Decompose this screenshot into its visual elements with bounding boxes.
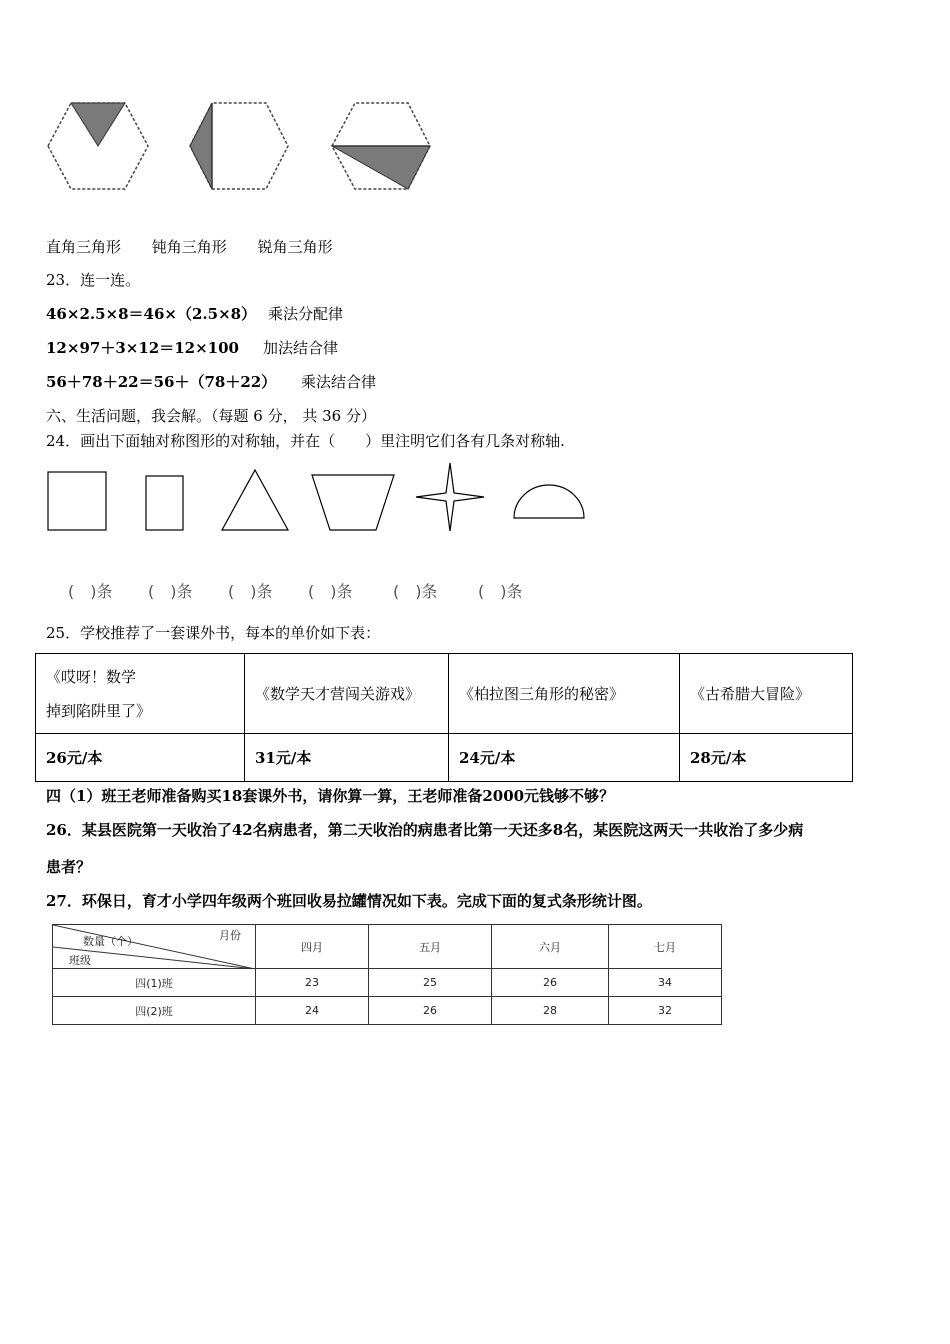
semicircle-icon [514,485,584,518]
table-row [36,734,853,782]
book-price-table [35,653,853,782]
value-cell: 26 [369,997,492,1025]
book-name-cell: 《数学天才营闯关游戏》 [245,654,449,734]
q23-expr-3: 56＋78＋22＝56＋（78＋22） [46,373,277,391]
price-cell: 24元/本 [449,734,680,782]
q25-title: 25．学校推荐了一套课外书，每本的单价如下表： [46,624,381,642]
answer-blank-2[interactable]: ( )条 [148,582,193,601]
rectangle-icon [146,476,183,530]
header-class-label: 班级 [69,954,91,967]
table-row [53,997,722,1025]
price-cell: 26元/本 [36,734,245,782]
answer-blank-1[interactable]: ( )条 [68,582,113,601]
value-cell: 23 [256,969,369,997]
q23-expr-2: 12×97＋3×12＝12×100 [46,339,239,357]
answer-blank-3[interactable]: ( )条 [228,582,273,601]
label-acute-triangle: 锐角三角形 [257,238,333,256]
q23-title: 23．连一连。 [46,271,141,289]
month-header: 五月 [369,925,492,969]
trapezoid-icon [312,475,394,530]
month-header: 四月 [256,925,369,969]
class-cell: 四(1)班 [53,969,256,997]
value-cell: 34 [609,969,722,997]
section6-title: 六、生活问题，我会解。（每题 6 分， 共 36 分） [46,407,376,425]
class-cell: 四(2)班 [53,997,256,1025]
value-cell: 28 [492,997,609,1025]
price-cell: 31元/本 [245,734,449,782]
table-row [36,654,853,734]
cans-table [52,924,722,1025]
month-header: 六月 [492,925,609,969]
header-month-label: 月份 [219,929,241,942]
q24-title: 24．画出下面轴对称图形的对称轴，并在（ ）里注明它们各有几条对称轴. [46,432,565,450]
hexagon-3-icon [332,103,430,189]
book-name-cell: 《柏拉图三角形的秘密》 [449,654,680,734]
q26-text-line2: 患者？ [46,858,92,876]
answer-blank-4[interactable]: ( )条 [308,582,353,601]
square-icon [48,472,106,530]
q23-law-3: 乘法结合律 [301,373,377,391]
book-name-cell: 《古希腊大冒险》 [680,654,853,734]
value-cell: 26 [492,969,609,997]
q23-law-2: 加法结合律 [263,339,339,357]
triangle-type-labels [46,236,333,257]
q27-title: 27．环保日，育才小学四年级两个班回收易拉罐情况如下表。完成下面的复式条形统计图。 [46,892,652,910]
month-header: 七月 [609,925,722,969]
q23-expr-1: 46×2.5×8＝46×（2.5×8） [46,305,257,323]
q25-question: 四（1）班王老师准备购买18套课外书，请你算一算，王老师准备2000元钱够不够？ [46,787,615,805]
value-cell: 32 [609,997,722,1025]
book-name-cell [36,654,245,734]
label-right-triangle: 直角三角形 [46,238,122,256]
star-icon [416,463,484,531]
hexagon-figures [40,95,440,200]
value-cell: 24 [256,997,369,1025]
q23-law-1: 乘法分配律 [268,305,344,323]
answer-blank-5[interactable]: ( )条 [393,582,438,601]
table-row [53,925,722,969]
value-cell: 25 [369,969,492,997]
diagonal-header-cell [53,925,256,969]
hexagon-1-icon [48,103,148,189]
price-cell: 28元/本 [680,734,853,782]
book-name-line: 《哎呀！数学 [46,667,137,686]
label-obtuse-triangle: 钝角三角形 [151,238,227,256]
symmetry-shapes [44,460,594,536]
hexagon-2-icon [190,103,288,189]
answer-blank-6[interactable]: ( )条 [478,582,523,601]
book-name-line: 掉到陷阱里了》 [46,701,152,720]
q26-text-line1: 26．某县医院第一天收治了42名病患者，第二天收治的病患者比第一天还多8名，某医院这两天一共收治了多少病 [46,821,804,839]
table-row [53,969,722,997]
header-quantity-label: 数量（个） [83,935,138,948]
triangle-icon [222,470,288,530]
